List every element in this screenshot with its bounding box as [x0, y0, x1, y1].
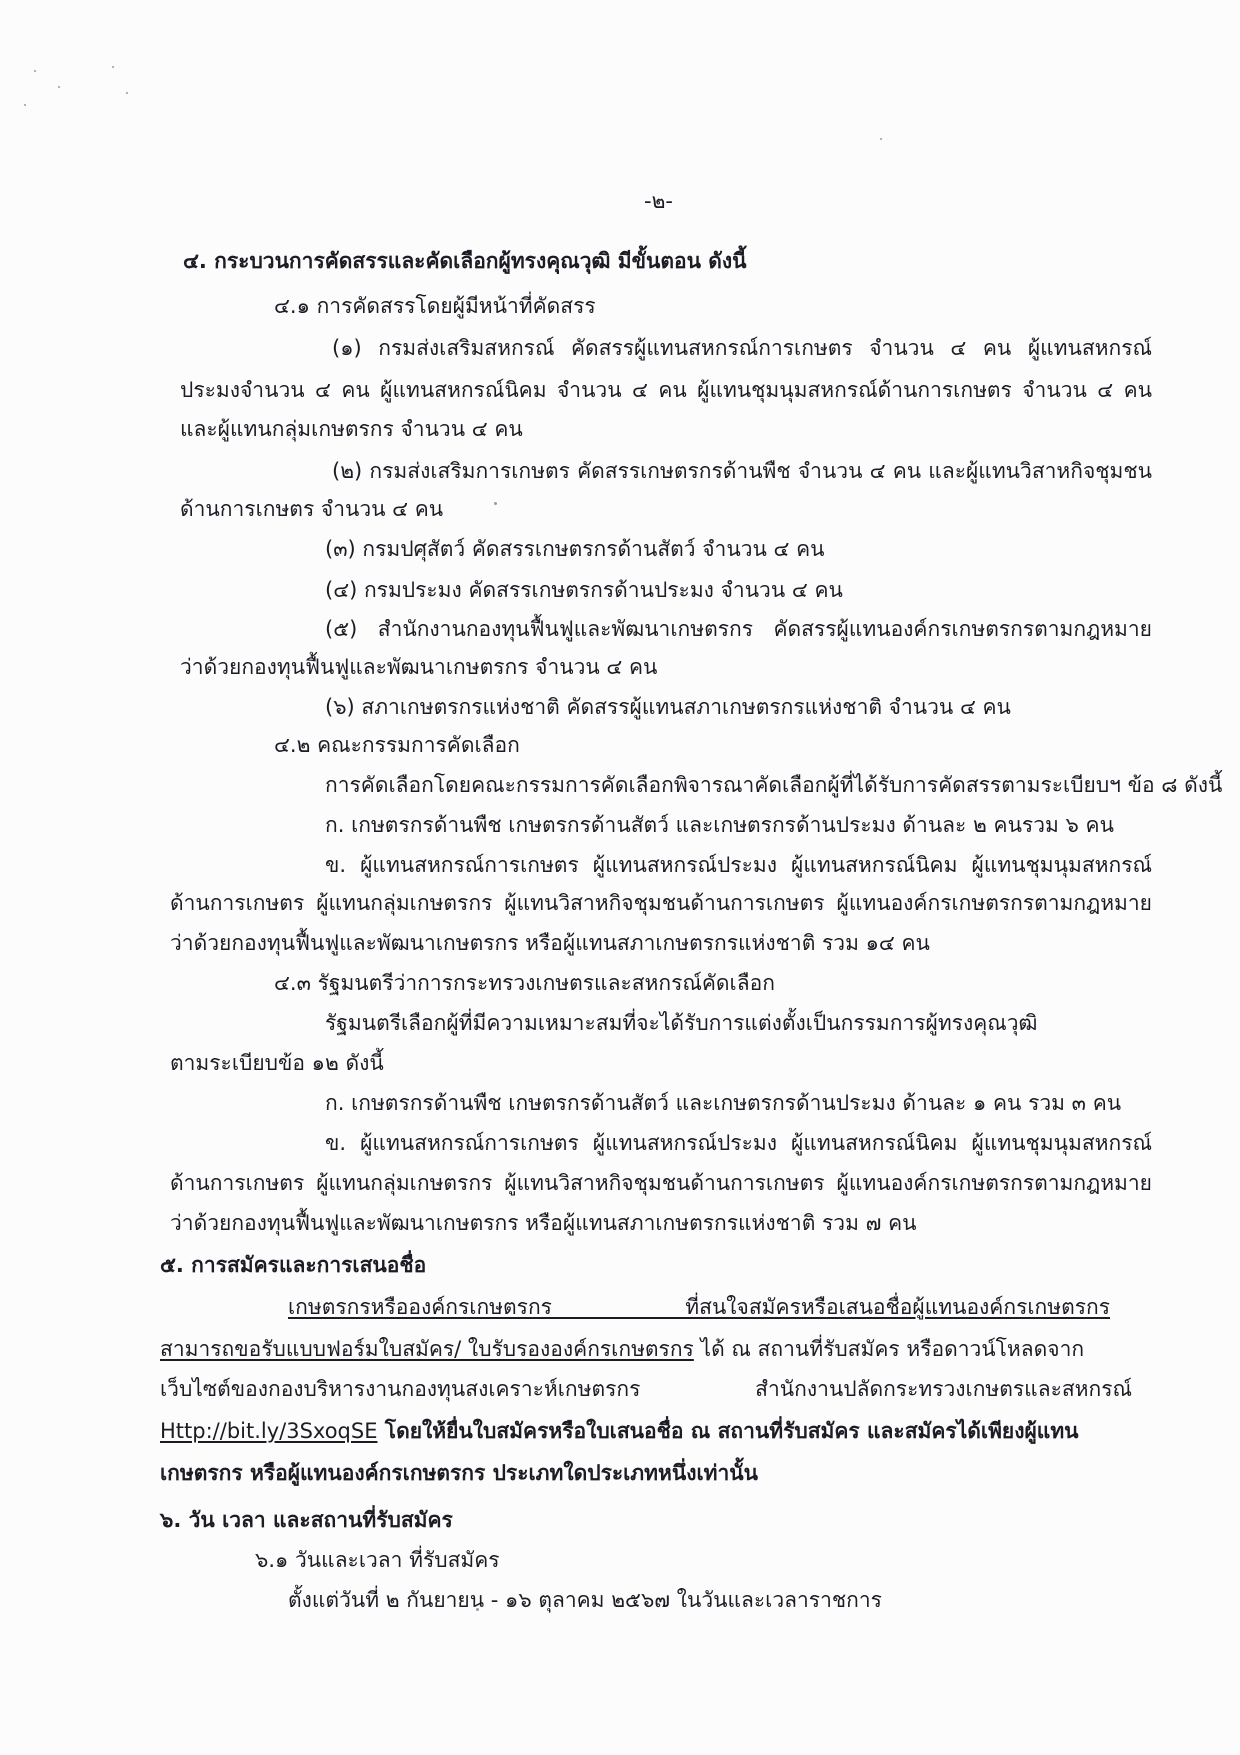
subsection-4-2-heading: ๔.๒ คณะกรรมการคัดเลือก: [274, 733, 520, 757]
paragraph-line: (๕) สำนักงานกองทุนฟื้นฟูและพัฒนาเกษตรกร คัดสรรผู้แทนองค์กรเกษตรกรตามกฎหมาย: [325, 617, 1152, 641]
subsection-4-1-heading: ๔.๑ การคัดสรรโดยผู้มีหน้าที่คัดสรร: [274, 294, 596, 318]
underlined-phrase: สามารถขอรับแบบฟอร์มใบสมัคร/ ใบรับรององค์กรเกษตรกร: [160, 1337, 694, 1361]
paragraph-line: (๔) กรมประมง คัดสรรเกษตรกรด้านประมง จำนวน ๔ คน: [325, 578, 843, 602]
section-6-heading: ๖. วัน เวลา และสถานที่รับสมัคร: [160, 1508, 453, 1532]
scan-speck: [126, 92, 128, 94]
paragraph-line: ตามระเบียบข้อ ๑๒ ดังนี้: [170, 1051, 384, 1075]
paragraph-line: ก. เกษตรกรด้านพืช เกษตรกรด้านสัตว์ และเกษตรกรด้านประมง ด้านละ ๒ คนรวม ๖ คน: [325, 813, 1114, 837]
paragraph-line: รัฐมนตรีเลือกผู้ที่มีความเหมาะสมที่จะได้รับการแต่งตั้งเป็นกรรมการผู้ทรงคุณวุฒิ: [325, 1011, 1038, 1035]
scan-speck: [880, 138, 882, 140]
paragraph-line-underlined: เกษตรกรหรือองค์กรเกษตรกร ที่สนใจสมัครหรือเสนอชื่อผู้แทนองค์กรเกษตรกร: [288, 1295, 1110, 1319]
scan-speck: [24, 104, 26, 106]
scan-speck: [112, 66, 114, 68]
paragraph-line: การคัดเลือกโดยคณะกรรมการคัดเลือกพิจารณาคัดเลือกผู้ที่ได้รับการคัดสรรตามระเบียบฯ ข้อ ๘ ดังนี้: [325, 773, 1223, 797]
paragraph-line: ด้านการเกษตร ผู้แทนกลุ่มเกษตรกร ผู้แทนวิสาหกิจชุมชนด้านการเกษตร ผู้แทนองค์กรเกษตรกรตามกฎหมาย: [170, 891, 1152, 915]
website-link[interactable]: Http://bit.ly/3SxoqSE: [160, 1419, 378, 1443]
paragraph-line: (๖) สภาเกษตรกรแห่งชาติ คัดสรรผู้แทนสภาเกษตรกรแห่งชาติ จำนวน ๔ คน: [325, 695, 1011, 719]
paragraph-line: (๓) กรมปศุสัตว์ คัดสรรเกษตรกรด้านสัตว์ จำนวน ๔ คน: [325, 537, 825, 561]
subsection-4-3-heading: ๔.๓ รัฐมนตรีว่าการกระทรวงเกษตรและสหกรณ์คัดเลือก: [274, 971, 775, 995]
paragraph-line: ด้านการเกษตร ผู้แทนกลุ่มเกษตรกร ผู้แทนวิสาหกิจชุมชนด้านการเกษตร ผู้แทนองค์กรเกษตรกรตามกฎหมาย: [170, 1171, 1152, 1195]
paragraph-line: ประมงจำนวน ๔ คน ผู้แทนสหกรณ์นิคม จำนวน ๔ คน ผู้แทนชุมนุมสหกรณ์ด้านการเกษตร จำนวน ๔ คน: [180, 378, 1152, 402]
section-5-heading: ๕. การสมัครและการเสนอชื่อ: [160, 1253, 427, 1277]
line-rest: โดยให้ยื่นใบสมัครหรือใบเสนอชื่อ ณ สถานที่รับสมัคร และสมัครได้เพียงผู้แทน: [377, 1419, 1079, 1443]
paragraph-line: [160, 1334, 1084, 1364]
paragraph-line: เว็บไซต์ของกองบริหารงานกองทุนสงเคราะห์เกษตรกร สำนักงานปลัดกระทรวงเกษตรและสหกรณ์: [160, 1377, 1132, 1401]
paragraph-line: ว่าด้วยกองทุนฟื้นฟูและพัฒนาเกษตรกร หรือผู้แทนสภาเกษตรกรแห่งชาติ รวม ๑๔ คน: [170, 931, 930, 955]
page-number: -๒-: [644, 189, 673, 213]
paragraph-line-bold: [160, 1416, 1079, 1446]
paragraph-line: ว่าด้วยกองทุนฟื้นฟูและพัฒนาเกษตรกร จำนวน ๔ คน: [180, 655, 658, 679]
paragraph-line: และผู้แทนกลุ่มเกษตรกร จำนวน ๔ คน: [180, 417, 523, 441]
paragraph-line: ข. ผู้แทนสหกรณ์การเกษตร ผู้แทนสหกรณ์ประมง ผู้แทนสหกรณ์นิคม ผู้แทนชุมนุมสหกรณ์: [325, 1131, 1152, 1155]
scan-speck: [58, 86, 60, 88]
subsection-6-1-heading: ๖.๑ วันและเวลา ที่รับสมัคร: [255, 1548, 500, 1572]
paragraph-line: ตั้งแต่วันที่ ๒ กันยายน - ๑๖ ตุลาคม ๒๕๖๗ ในวันและเวลาราชการ: [288, 1588, 882, 1612]
paragraph-line: (๒) กรมส่งเสริมการเกษตร คัดสรรเกษตรกรด้านพืช จำนวน ๔ คน และผู้แทนวิสาหกิจชุมชน: [332, 459, 1152, 483]
paragraph-line: ก. เกษตรกรด้านพืช เกษตรกรด้านสัตว์ และเกษตรกรด้านประมง ด้านละ ๑ คน รวม ๓ คน: [325, 1091, 1122, 1115]
section-4-heading: ๔. กระบวนการคัดสรรและคัดเลือกผู้ทรงคุณวุฒิ มีขั้นตอน ดังนี้: [183, 249, 747, 273]
paragraph-line: ว่าด้วยกองทุนฟื้นฟูและพัฒนาเกษตรกร หรือผู้แทนสภาเกษตรกรแห่งชาติ รวม ๗ คน: [170, 1211, 917, 1235]
scan-speck: [494, 502, 497, 505]
paragraph-line: ข. ผู้แทนสหกรณ์การเกษตร ผู้แทนสหกรณ์ประมง ผู้แทนสหกรณ์นิคม ผู้แทนชุมนุมสหกรณ์: [325, 853, 1152, 877]
paragraph-line: (๑) กรมส่งเสริมสหกรณ์ คัดสรรผู้แทนสหกรณ์การเกษตร จำนวน ๔ คน ผู้แทนสหกรณ์: [332, 336, 1152, 360]
scan-speck: [34, 70, 36, 72]
paragraph-line: ด้านการเกษตร จำนวน ๔ คน: [180, 497, 444, 521]
paragraph-line-bold: เกษตรกร หรือผู้แทนองค์กรเกษตรกร ประเภทใดประเภทหนึ่งเท่านั้น: [160, 1461, 758, 1485]
line-rest: ได้ ณ สถานที่รับสมัคร หรือดาวน์โหลดจาก: [693, 1337, 1085, 1361]
